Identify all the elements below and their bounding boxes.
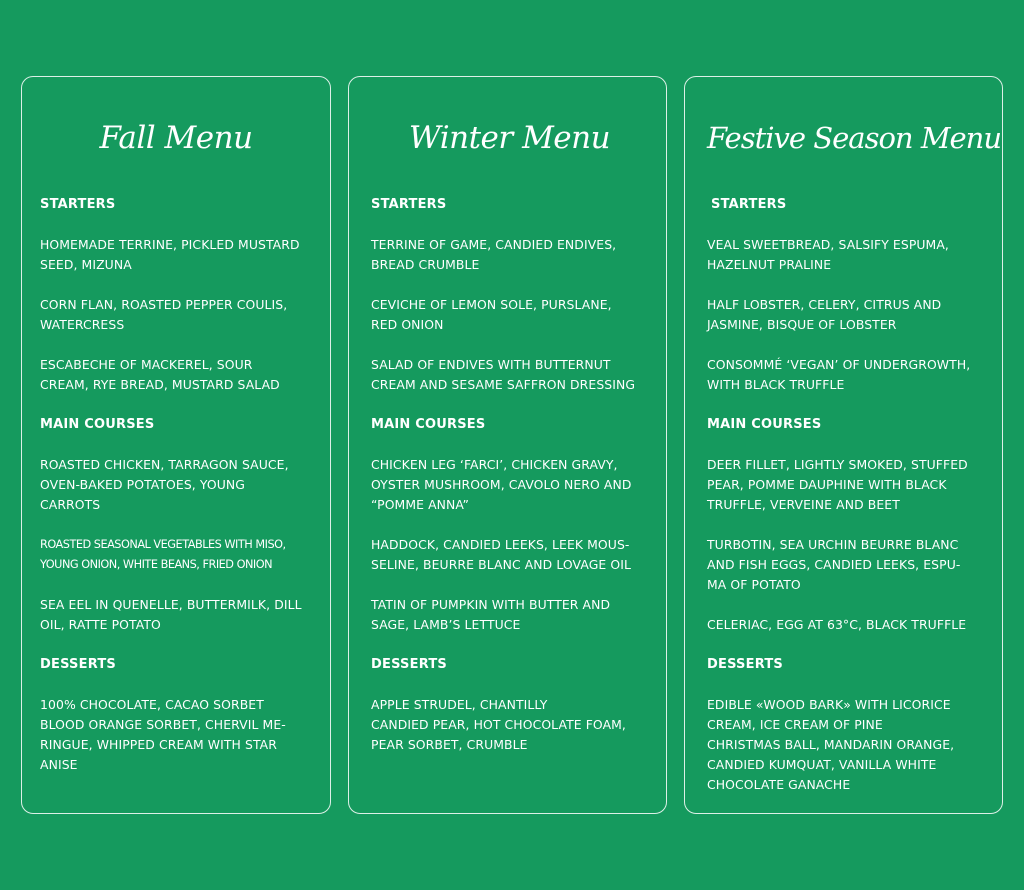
section-title: STARTERS xyxy=(371,197,447,212)
spacer xyxy=(371,575,648,595)
spacer xyxy=(40,515,312,535)
spacer xyxy=(707,275,984,295)
menu-item xyxy=(371,695,648,755)
menu-item-line: CHOCOLATE GANACHE xyxy=(707,777,851,792)
section-title: DESSERTS xyxy=(40,657,116,672)
menu-item xyxy=(707,355,984,395)
menu-item xyxy=(707,235,984,275)
menu-item-line: CANDIED PEAR, HOT CHOCOLATE FOAM, xyxy=(371,717,626,732)
menu-item xyxy=(707,695,984,795)
menu-item-line: HALF LOBSTER, CELERY, CITRUS AND xyxy=(707,297,942,312)
menu-item-line: CREAM, ICE CREAM OF PINE xyxy=(707,717,883,732)
menu-item-line: CEVICHE OF LEMON SOLE, PURSLANE, xyxy=(371,297,612,312)
menu-item xyxy=(40,455,312,515)
section-title: MAIN COURSES xyxy=(371,417,486,432)
menu-item-line: “POMME ANNA” xyxy=(371,497,469,512)
menu-item-line: ANISE xyxy=(40,757,78,772)
menu-item-line: PEAR SORBET, CRUMBLE xyxy=(371,737,528,752)
menu-sections xyxy=(371,195,648,755)
spacer xyxy=(40,575,312,595)
menu-item-line: RED ONION xyxy=(371,317,444,332)
menu-item-line: HADDOCK, CANDIED LEEKS, LEEK MOUS- xyxy=(371,537,630,552)
spacer xyxy=(707,435,984,455)
menu-item-line: CANDIED KUMQUAT, VANILLA WHITE xyxy=(707,757,937,772)
menu-item-line: ROASTED CHICKEN, TARRAGON SAUCE, xyxy=(40,457,289,472)
menu-sections xyxy=(707,195,984,795)
menu-item xyxy=(707,615,984,635)
spacer xyxy=(40,215,312,235)
menu-title: Festive Season Menu xyxy=(707,121,1002,155)
spacer xyxy=(40,335,312,355)
menu-item-line: OIL, RATTE POTATO xyxy=(40,617,161,632)
menu-item-line: OYSTER MUSHROOM, CAVOLO NERO AND xyxy=(371,477,632,492)
winter-menu-card xyxy=(348,76,667,814)
menu-item-line: HAZELNUT PRALINE xyxy=(707,257,832,272)
menu-item-line: AND FISH EGGS, CANDIED LEEKS, ESPU- xyxy=(707,557,961,572)
spacer xyxy=(371,335,648,355)
menu-item-line: TRUFFLE, VERVEINE AND BEET xyxy=(707,497,900,512)
menu-item xyxy=(371,455,648,515)
menu-item-line: TATIN OF PUMPKIN WITH BUTTER AND xyxy=(371,597,611,612)
menu-item-line: CREAM AND SESAME SAFFRON DRESSING xyxy=(371,377,636,392)
menu-item-line: BLOOD ORANGE SORBET, CHERVIL ME- xyxy=(40,717,286,732)
menu-item-line: CONSOMMÉ ‘VEGAN’ OF UNDERGROWTH, xyxy=(707,357,971,372)
menu-item xyxy=(371,235,648,275)
menu-item-line: OVEN-BAKED POTATOES, YOUNG xyxy=(40,477,245,492)
menu-item-line: 100% CHOCOLATE, CACAO SORBET xyxy=(40,697,264,712)
spacer xyxy=(371,395,648,415)
spacer xyxy=(371,635,648,655)
menu-item-line: JASMINE, BISQUE OF LOBSTER xyxy=(707,317,897,332)
menu-item-line: SEA EEL IN QUENELLE, BUTTERMILK, DILL xyxy=(40,597,302,612)
menu-item-line: YOUNG ONION, WHITE BEANS, FRIED ONION xyxy=(40,558,273,571)
spacer xyxy=(707,595,984,615)
menu-item xyxy=(40,235,312,275)
menu-item-line: BREAD CRUMBLE xyxy=(371,257,480,272)
menu-item-line: CELERIAC, EGG AT 63°C, BLACK TRUFFLE xyxy=(707,617,967,632)
menu-item-line: TERRINE OF GAME, CANDIED ENDIVES, xyxy=(371,237,617,252)
menu-item-line: SELINE, BEURRE BLANC AND LOVAGE OIL xyxy=(371,557,631,572)
menu-item xyxy=(707,535,984,595)
menu-item-line: PEAR, POMME DAUPHINE WITH BLACK xyxy=(707,477,947,492)
menu-item-line: CARROTS xyxy=(40,497,101,512)
spacer xyxy=(371,515,648,535)
menu-item-line: WITH BLACK TRUFFLE xyxy=(707,377,845,392)
section-title: STARTERS xyxy=(711,197,787,212)
menu-item xyxy=(371,355,648,395)
menu-item-line: SEED, MIZUNA xyxy=(40,257,132,272)
menu-item-line: SALAD OF ENDIVES WITH BUTTERNUT xyxy=(371,357,611,372)
fall-menu-card xyxy=(21,76,331,814)
menu-item xyxy=(707,295,984,335)
menu-item xyxy=(40,535,312,575)
spacer xyxy=(40,635,312,655)
menu-item xyxy=(40,595,312,635)
spacer xyxy=(707,515,984,535)
menu-item xyxy=(40,695,312,775)
menu-item xyxy=(707,455,984,515)
menu-item xyxy=(40,355,312,395)
menu-item-line: WATERCRESS xyxy=(40,317,125,332)
spacer xyxy=(40,275,312,295)
spacer xyxy=(707,395,984,415)
menu-item-line: TURBOTIN, SEA URCHIN BEURRE BLANC xyxy=(707,537,959,552)
menu-title: Winter Menu xyxy=(408,120,611,156)
section-title: MAIN COURSES xyxy=(707,417,822,432)
menu-item xyxy=(371,535,648,575)
menu-item-line: ESCABECHE OF MACKEREL, SOUR xyxy=(40,357,253,372)
menu-item-line: CORN FLAN, ROASTED PEPPER COULIS, xyxy=(40,297,288,312)
menu-item-line: SAGE, LAMB’S LETTUCE xyxy=(371,617,521,632)
spacer xyxy=(707,675,984,695)
menu-item-line: CHICKEN LEG ‘FARCI’, CHICKEN GRAVY, xyxy=(371,457,618,472)
menu-item-line: EDIBLE «WOOD BARK» WITH LICORICE xyxy=(707,697,951,712)
section-title: DESSERTS xyxy=(371,657,447,672)
menu-item xyxy=(40,295,312,335)
spacer xyxy=(40,675,312,695)
spacer xyxy=(371,675,648,695)
menu-item-line: MA OF POTATO xyxy=(707,577,801,592)
spacer xyxy=(707,335,984,355)
menu-item-line: HOMEMADE TERRINE, PICKLED MUSTARD xyxy=(40,237,300,252)
menu-item-line: ROASTED SEASONAL VEGETABLES WITH MISO, xyxy=(40,538,286,551)
spacer xyxy=(707,635,984,655)
spacer xyxy=(707,215,984,235)
menu-item xyxy=(371,595,648,635)
menu-sections xyxy=(40,195,312,775)
menu-item-line: CREAM, RYE BREAD, MUSTARD SALAD xyxy=(40,377,280,392)
menu-item-line: RINGUE, WHIPPED CREAM WITH STAR xyxy=(40,737,277,752)
spacer xyxy=(371,215,648,235)
spacer xyxy=(371,435,648,455)
menu-item-line: APPLE STRUDEL, CHANTILLY xyxy=(371,697,548,712)
section-title: MAIN COURSES xyxy=(40,417,155,432)
menu-item-line: DEER FILLET, LIGHTLY SMOKED, STUFFED xyxy=(707,457,968,472)
spacer xyxy=(371,275,648,295)
festive-season-menu-card xyxy=(684,76,1003,814)
section-title: STARTERS xyxy=(40,197,116,212)
menu-item-line: CHRISTMAS BALL, MANDARIN ORANGE, xyxy=(707,737,955,752)
menu-item xyxy=(371,295,648,335)
menu-title: Fall Menu xyxy=(99,120,253,156)
menu-item-line: VEAL SWEETBREAD, SALSIFY ESPUMA, xyxy=(707,237,949,252)
spacer xyxy=(40,395,312,415)
section-title: DESSERTS xyxy=(707,657,783,672)
spacer xyxy=(40,435,312,455)
